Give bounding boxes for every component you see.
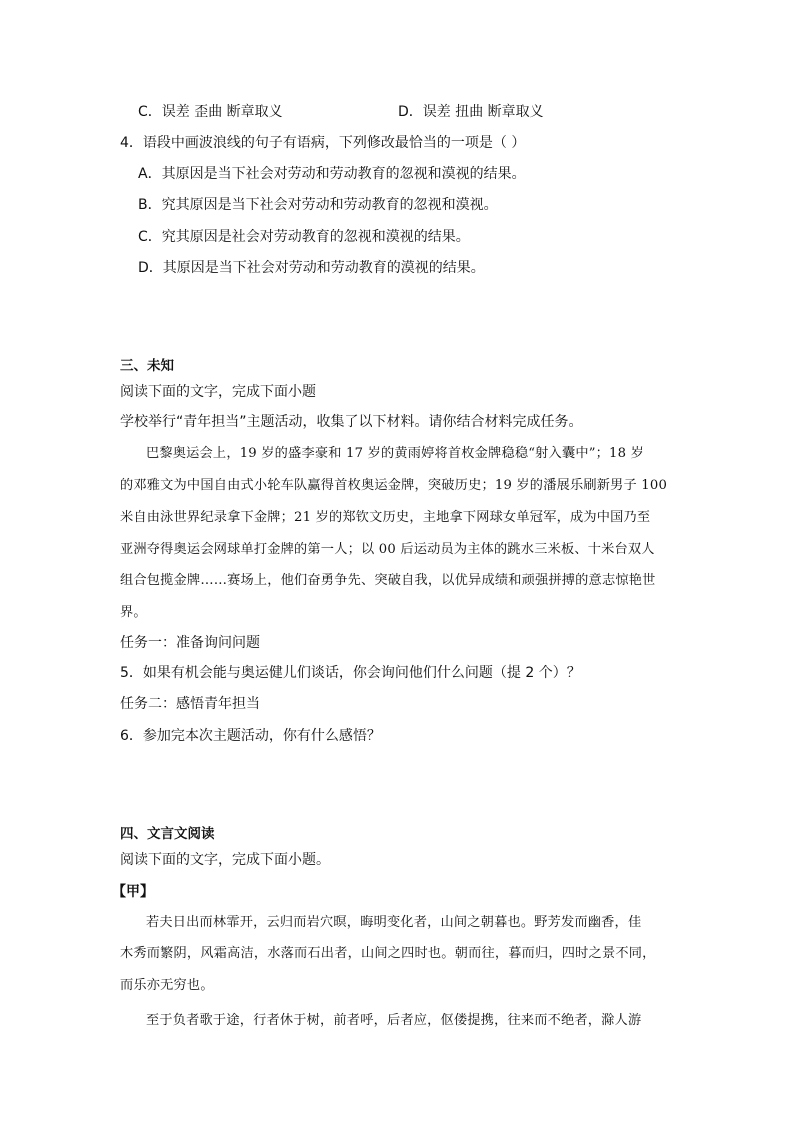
classical-passage-line-1: 若夫日出而林霏开，云归而岩穴暝，晦明变化者，山间之朝暮也。野芳发而幽香，佳 [146, 915, 642, 930]
q3-option-d: D．误差 扭曲 断章取义 [398, 104, 544, 120]
question-6: 6．参加完本次主题活动，你有什么感悟？ [120, 728, 381, 744]
q4-option-b: B．究其原因是当下社会对劳动和劳动教育的忽视和漠视。 [138, 197, 498, 213]
section3-passage-line-6: 界。 [120, 605, 147, 620]
classical-passage-line-4: 至于负者歌于途，行者休于树，前者呼，后者应，伛偻提携，往来而不绝者，滁人游 [146, 1013, 642, 1028]
section4-title: 四、文言文阅读 [120, 826, 215, 842]
q3-option-c: C．误差 歪曲 断章取义 [138, 104, 283, 120]
passage-label-jia: 【甲】 [112, 884, 154, 900]
q4-option-a: A．其原因是当下社会对劳动和劳动教育的忽视和漠视的结果。 [138, 166, 526, 182]
q4-option-d: D．其原因是当下社会对劳动和劳动教育的漠视的结果。 [138, 260, 485, 276]
classical-passage-line-2: 木秀而繁阴，风霜高洁，水落而石出者，山间之四时也。朝而往，暮而归，四时之景不同， [120, 946, 656, 961]
classical-passage-line-3: 而乐亦无穷也。 [120, 978, 214, 993]
section3-passage-line-1: 巴黎奥运会上，19 岁的盛李豪和 17 岁的黄雨婷将首枚金牌稳稳“射入囊中”；18 岁 [146, 446, 645, 461]
question-5: 5．如果有机会能与奥运健儿们谈话，你会询问他们什么问题（提 2 个）？ [120, 665, 581, 681]
q4-option-c: C．究其原因是社会对劳动教育的忽视和漠视的结果。 [138, 229, 470, 245]
task-one-heading: 任务一：准备询问问题 [120, 635, 260, 651]
section4-instruction: 阅读下面的文字，完成下面小题。 [120, 852, 330, 868]
section3-passage-line-2: 的邓雅文为中国自由式小轮车队赢得首枚奥运金牌，突破历史；19 岁的潘展乐刷新男子 100 [120, 478, 668, 493]
task-two-heading: 任务二：感悟青年担当 [120, 696, 260, 712]
section3-passage-line-4: 亚洲夺得奥运会网球单打金牌的第一人；以 00 后运动员为主体的跳水三米板、十米台双人 [120, 542, 655, 557]
section3-title: 三、未知 [120, 358, 174, 374]
section3-passage-line-5: 组合包揽金牌……赛场上，他们奋勇争先、突破自我，以优异成绩和顽强拼搏的意志惊艳世 [120, 573, 656, 588]
section3-instruction: 阅读下面的文字，完成下面小题 [120, 384, 316, 400]
q4-stem: 4．语段中画波浪线的句子有语病，下列修改最恰当的一项是（ ） [120, 135, 526, 151]
section3-passage-line-3: 米自由泳世界纪录拿下金牌；21 岁的郑钦文历史，主地拿下网球女单冠军，成为中国乃至 [120, 510, 651, 525]
section3-intro: 学校举行“青年担当”主题活动，收集了以下材料。请你结合材料完成任务。 [120, 414, 583, 430]
